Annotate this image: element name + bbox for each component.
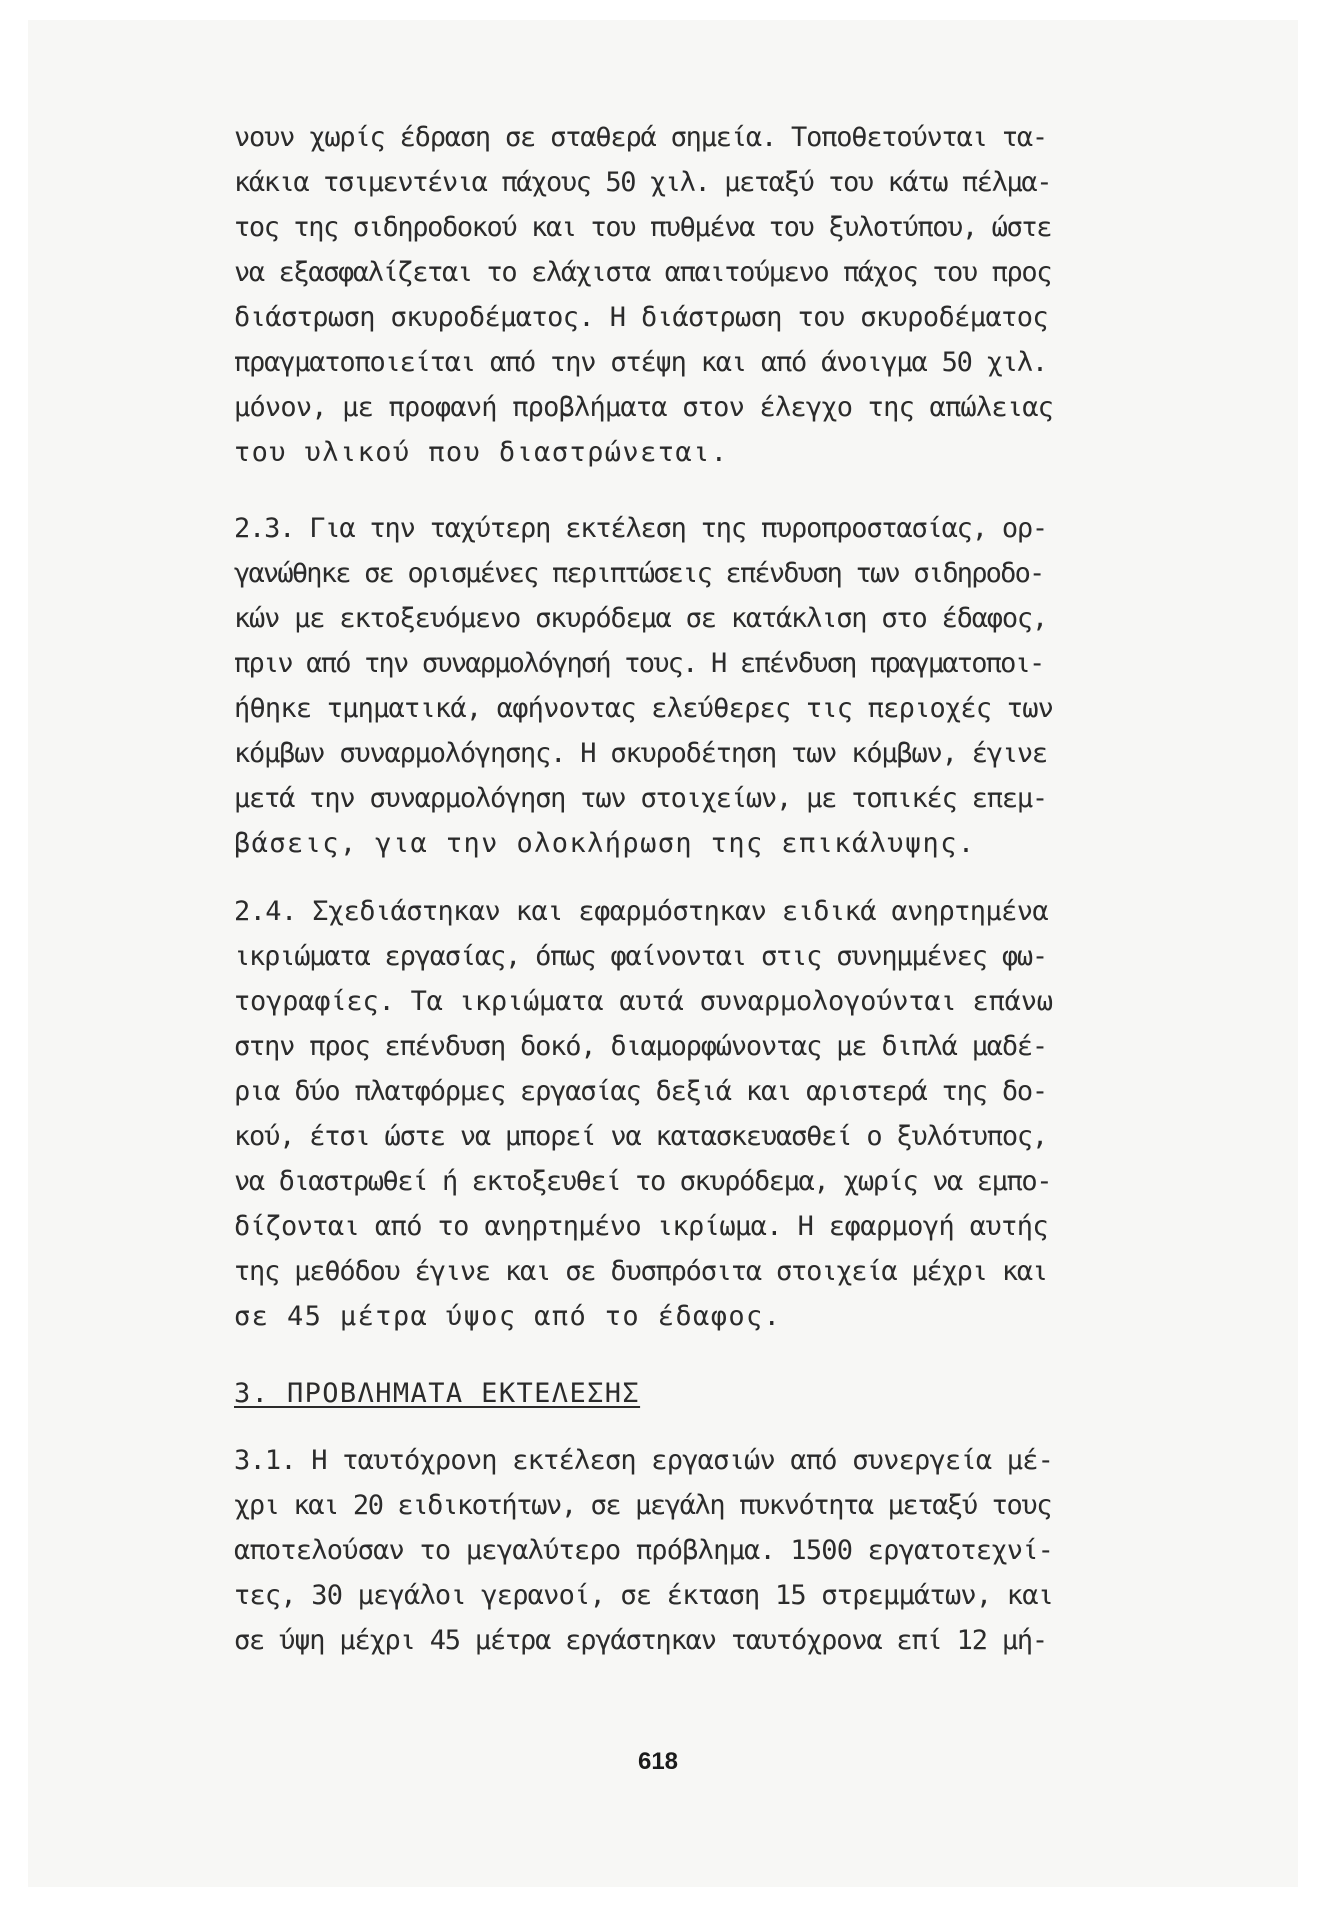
- text-line: δίζονται από το ανηρτημένο ικρίωμα. Η εφαρμογή αυτής: [234, 1211, 1049, 1242]
- page-number: 618: [637, 1748, 679, 1775]
- paragraph-2-4-line: 2.4. Σχεδιάστηκαν και εφαρμόστηκαν ειδικά ανηρτημένα: [234, 896, 1049, 927]
- text-line: πραγματοποιείται από την στέψη και από άνοιγμα 50 χιλ.: [234, 347, 1047, 378]
- text-line: τογραφίες. Τα ικριώματα αυτά συναρμολογούνται επάνω: [234, 986, 1053, 1017]
- text-line: ρια δύο πλατφόρμες εργασίας δεξιά και αριστερά της δο-: [234, 1076, 1047, 1107]
- text-line: νουν χωρίς έδραση σε σταθερά σημεία. Τοποθετούνται τα-: [234, 122, 1047, 153]
- text-line: του υλικού που διαστρώνεται.: [234, 437, 729, 468]
- text-line: της μεθόδου έγινε και σε δυσπρόσιτα στοιχεία μέχρι και: [234, 1256, 1047, 1287]
- text-line: κών με εκτοξευόμενο σκυρόδεμα σε κατάκλιση στο έδαφος,: [234, 603, 1047, 634]
- text-line: γανώθηκε σε ορισμένες περιπτώσεις επένδυση των σιδηροδο-: [234, 558, 1044, 589]
- text-line: ήθηκε τμηματικά, αφήνοντας ελεύθερες τις περιοχές των: [234, 693, 1054, 724]
- text-line: σε 45 μέτρα ύψος από το έδαφος.: [234, 1301, 782, 1332]
- paragraph-2-3-line: 2.3. Για την ταχύτερη εκτέλεση της πυροπροστασίας, ορ-: [234, 513, 1047, 544]
- text-line: τες, 30 μεγάλοι γερανοί, σε έκταση 15 στρεμμάτων, και: [234, 1580, 1054, 1611]
- paragraph-3-1-line: 3.1. Η ταυτόχρονη εκτέλεση εργασιών από συνεργεία μέ-: [234, 1445, 1054, 1476]
- section-heading: 3. ΠΡΟΒΛΗΜΑΤΑ ΕΚΤΕΛΕΣΗΣ: [234, 1378, 641, 1409]
- text-line: τος της σιδηροδοκού και του πυθμένα του ξυλοτύπου, ώστε: [234, 212, 1052, 243]
- text-line: να διαστρωθεί ή εκτοξευθεί το σκυρόδεμα, χωρίς να εμπο-: [234, 1166, 1052, 1197]
- text-line: πριν από την συναρμολόγησή τους. Η επένδυση πραγματοποι-: [234, 648, 1044, 679]
- text-line: διάστρωση σκυροδέματος. Η διάστρωση του σκυροδέματος: [234, 302, 1049, 333]
- text-line: ικριώματα εργασίας, όπως φαίνονται στις συνημμένες φω-: [234, 941, 1047, 972]
- text-line: μετά την συναρμολόγηση των στοιχείων, με τοπικές επεμ-: [234, 783, 1047, 814]
- text-line: βάσεις, για την ολοκλήρωση της επικάλυψης.: [234, 828, 976, 859]
- text-line: σε ύψη μέχρι 45 μέτρα εργάστηκαν ταυτόχρονα επί 12 μή-: [234, 1625, 1047, 1656]
- text-line: να εξασφαλίζεται το ελάχιστα απαιτούμενο πάχος του προς: [234, 257, 1052, 288]
- text-line: αποτελούσαν το μεγαλύτερο πρόβλημα. 1500 εργατοτεχνί-: [234, 1535, 1054, 1566]
- text-line: χρι και 20 ειδικοτήτων, σε μεγάλη πυκνότητα μεταξύ τους: [234, 1490, 1052, 1521]
- text-line: κάκια τσιμεντένια πάχους 50 χιλ. μεταξύ του κάτω πέλμα-: [234, 167, 1052, 198]
- text-line: στην προς επένδυση δοκό, διαμορφώνοντας με διπλά μαδέ-: [234, 1031, 1047, 1062]
- text-line: κού, έτσι ώστε να μπορεί να κατασκευασθεί ο ξυλότυπος,: [234, 1121, 1047, 1152]
- text-line: κόμβων συναρμολόγησης. Η σκυροδέτηση των κόμβων, έγινε: [234, 738, 1047, 769]
- text-line: μόνον, με προφανή προβλήματα στον έλεγχο της απώλειας: [234, 392, 1054, 423]
